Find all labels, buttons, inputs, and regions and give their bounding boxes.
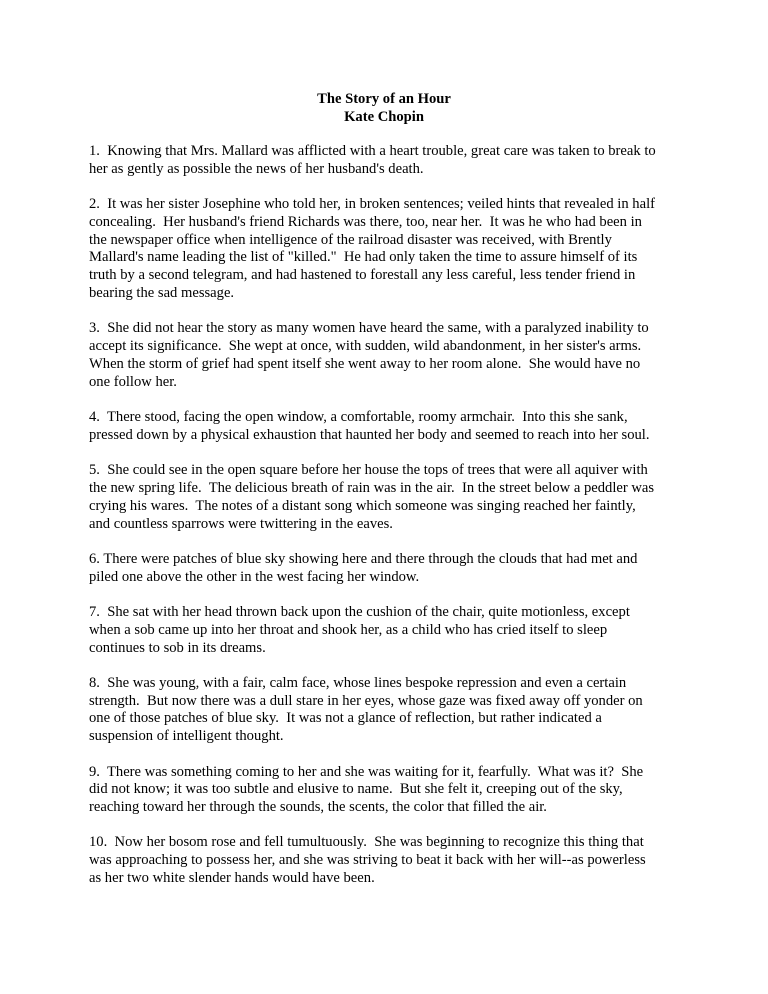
text-line: suspension of intelligent thought.	[89, 728, 284, 745]
text-line: 7. She sat with her head thrown back upon the cushion of the chair, quite motionless, except	[89, 603, 630, 620]
text-line: and countless sparrows were twittering in the eaves.	[89, 515, 393, 532]
text-line: as her two white slender hands would have been.	[89, 870, 375, 886]
text-line: When the storm of grief had spent itself she went away to her room alone. She would have no	[89, 355, 641, 372]
text-line: bearing the sad message.	[89, 285, 235, 302]
text-line: one of those patches of blue sky. It was not a glance of reflection, but rather indicated a	[89, 710, 602, 727]
text-line: truth by a second telegram, and had hastened to forestall any less careful, less tender friend in	[89, 267, 636, 284]
paragraph-7	[89, 604, 684, 657]
text-line: strength. But now there was a dull stare in her eyes, whose gaze was fixed away off yonder on	[89, 692, 643, 709]
text-line: 2. It was her sister Josephine who told her, in broken sentences; veiled hints that revealed in half	[89, 196, 655, 213]
text-line: concealing. Her husband's friend Richards was there, too, near her. It was he who had been in	[89, 213, 642, 230]
text-line: did not know; it was too subtle and elusive to name. But she felt it, creeping out of the sky,	[89, 781, 623, 798]
text-line: piled one above the other in the west facing her window.	[89, 568, 420, 585]
text-line: the newspaper office when intelligence of the railroad disaster was received, with Brently	[89, 231, 612, 248]
paragraph-6	[89, 551, 684, 587]
text-line: 6. There were patches of blue sky showing here and there through the clouds that had met and	[89, 550, 638, 567]
text-line: 8. She was young, with a fair, calm face, whose lines bespoke repression and even a certain	[89, 674, 627, 691]
paragraph-3	[89, 320, 684, 391]
text-line: when a sob came up into her throat and shook her, as a child who has cried itself to sleep	[89, 621, 608, 638]
document-title: The Story of an Hour	[317, 91, 451, 107]
text-line: 4. There stood, facing the open window, a comfortable, roomy armchair. Into this she sank,	[89, 409, 628, 426]
paragraph-5	[89, 462, 684, 533]
paragraph-2	[89, 196, 684, 303]
paragraph-1	[89, 143, 684, 179]
document-header	[0, 91, 768, 126]
text-line: 9. There was something coming to her and she was waiting for it, fearfully. What was it? She	[89, 763, 644, 780]
text-line: 1. Knowing that Mrs. Mallard was afflicted with a heart trouble, great care was taken to break to	[89, 143, 656, 159]
text-line: was approaching to possess her, and she was striving to beat it back with her will--as powerless	[89, 852, 646, 869]
document-body	[89, 143, 684, 905]
text-line: 10. Now her bosom rose and fell tumultuously. She was beginning to recognize this thing that	[89, 834, 644, 851]
text-line: 5. She could see in the open square before her house the tops of trees that were all aquiver with	[89, 462, 648, 479]
text-line: her as gently as possible the news of her husband's death.	[89, 160, 424, 177]
paragraph-4	[89, 409, 684, 445]
text-line: crying his wares. The notes of a distant song which someone was singing reached her faintly,	[89, 497, 636, 514]
text-line: pressed down by a physical exhaustion that haunted her body and seemed to reach into her soul.	[89, 426, 650, 443]
text-line: the new spring life. The delicious breath of rain was in the air. In the street below a peddler was	[89, 479, 655, 496]
document-author: Kate Chopin	[344, 108, 424, 125]
paragraph-9	[89, 764, 684, 817]
text-line: reaching toward her through the sounds, the scents, the color that filled the air.	[89, 799, 547, 816]
text-line: accept its significance. She wept at once, with sudden, wild abandonment, in her sister's arms.	[89, 338, 642, 355]
paragraph-10	[89, 834, 684, 887]
text-line: Mallard's name leading the list of "killed." He had only taken the time to assure himself of its	[89, 249, 638, 266]
paragraph-8	[89, 675, 684, 746]
text-line: one follow her.	[89, 373, 177, 390]
text-line: continues to sob in its dreams.	[89, 639, 266, 656]
text-line: 3. She did not hear the story as many women have heard the same, with a paralyzed inability to	[89, 320, 649, 337]
